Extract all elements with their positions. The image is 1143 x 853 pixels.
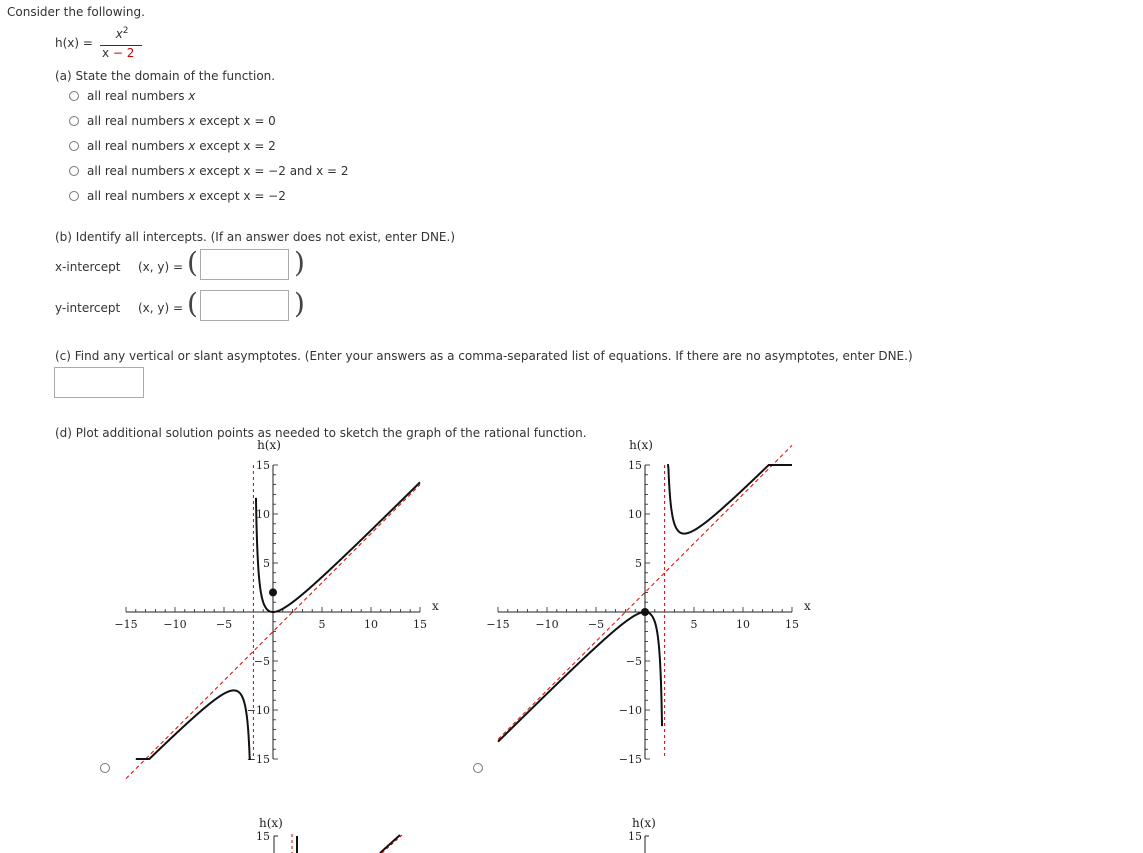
y-intercept-eq: (x, y) = — [138, 301, 184, 315]
function-denominator: x − 2 — [102, 46, 135, 60]
x-axis-label: x — [432, 599, 439, 613]
x-tick-label: −5 — [587, 618, 605, 631]
x-intercept-eq: (x, y) = — [138, 260, 184, 274]
y-axis-label: h(x) — [629, 440, 653, 452]
y-tick-label: −10 — [618, 704, 642, 717]
y-tick-label: −5 — [625, 655, 642, 668]
radio-button[interactable] — [69, 141, 79, 151]
x-tick-label: 15 — [413, 618, 427, 631]
curve-branch — [256, 482, 420, 612]
x-intercept-label: x-intercept — [55, 260, 121, 274]
y-intercept-input[interactable] — [200, 290, 289, 321]
x-tick-label: −10 — [163, 618, 187, 631]
slant-asymptote — [382, 835, 402, 853]
graph-option-4-partial — [610, 810, 690, 853]
domain-option-4[interactable]: all real numbers x except x = −2 and x = 2 — [69, 164, 349, 178]
radio-button[interactable] — [69, 166, 79, 176]
x-tick-label: 5 — [690, 618, 698, 631]
y-axis-label: h(x) — [632, 816, 656, 830]
graph-option-2 — [472, 440, 812, 780]
part-d-question: (d) Plot additional solution points as needed to sketch the graph of the rational function. — [55, 426, 587, 440]
graph-option-1 — [100, 440, 440, 780]
marked-point — [641, 608, 649, 616]
x-tick-label: 5 — [318, 618, 326, 631]
y-axis-label: h(x) — [259, 816, 283, 830]
x-tick-label: 15 — [785, 618, 799, 631]
curve-branch — [380, 835, 400, 853]
curve-branch — [498, 612, 662, 742]
function-lhs: h(x) = — [55, 36, 93, 50]
y-tick-label: 15 — [628, 459, 642, 472]
y-tick-label: −5 — [253, 655, 270, 668]
part-c-question: (c) Find any vertical or slant asymptotes. (Enter your answers as a comma-separated list of equations. If there are no asymptotes, enter DNE.) — [55, 349, 913, 363]
x-tick-label: 10 — [364, 618, 378, 631]
marked-point — [269, 588, 277, 596]
curve-branch — [136, 690, 251, 759]
intro-text: Consider the following. — [7, 5, 145, 19]
domain-option-1[interactable]: all real numbers x — [69, 89, 195, 103]
y-tick-label: 5 — [635, 557, 642, 570]
y-tick-label: 5 — [263, 557, 270, 570]
y-axis-label: h(x) — [257, 440, 281, 452]
graph-option-3-partial — [240, 810, 440, 853]
x-tick-label: −15 — [114, 618, 138, 631]
x-tick-label: 10 — [736, 618, 750, 631]
close-paren: ) — [294, 287, 305, 320]
y-tick-label: −10 — [246, 704, 270, 717]
x-axis-label: x — [804, 599, 811, 613]
x-intercept-input[interactable] — [200, 249, 289, 280]
y-tick-label: 10 — [628, 508, 642, 521]
y-intercept-label: y-intercept — [55, 301, 121, 315]
asymptotes-input[interactable] — [54, 367, 144, 398]
y-tick-label: 10 — [256, 508, 270, 521]
radio-button[interactable] — [69, 116, 79, 126]
open-paren: ( — [187, 246, 198, 279]
open-paren: ( — [187, 287, 198, 320]
domain-option-5[interactable]: all real numbers x except x = −2 — [69, 189, 286, 203]
curve-branch — [667, 465, 792, 534]
x-tick-label: −5 — [215, 618, 233, 631]
close-paren: ) — [294, 246, 305, 279]
y-tick-label: −15 — [246, 753, 270, 766]
part-a-question: (a) State the domain of the function. — [55, 69, 276, 83]
part-b-question: (b) Identify all intercepts. (If an answer does not exist, enter DNE.) — [55, 230, 456, 244]
x-tick-label: −15 — [486, 618, 510, 631]
y-tick-label: 15 — [628, 830, 642, 843]
function-numerator: $x^2$ — [115, 26, 129, 41]
radio-button[interactable] — [69, 91, 79, 101]
y-tick-label: 15 — [256, 459, 270, 472]
x-tick-label: −10 — [535, 618, 559, 631]
y-tick-label: 15 — [256, 830, 270, 843]
domain-option-2[interactable]: all real numbers x except x = 0 — [69, 114, 276, 128]
domain-option-3[interactable]: all real numbers x except x = 2 — [69, 139, 276, 153]
y-tick-label: −15 — [618, 753, 642, 766]
radio-button[interactable] — [69, 191, 79, 201]
